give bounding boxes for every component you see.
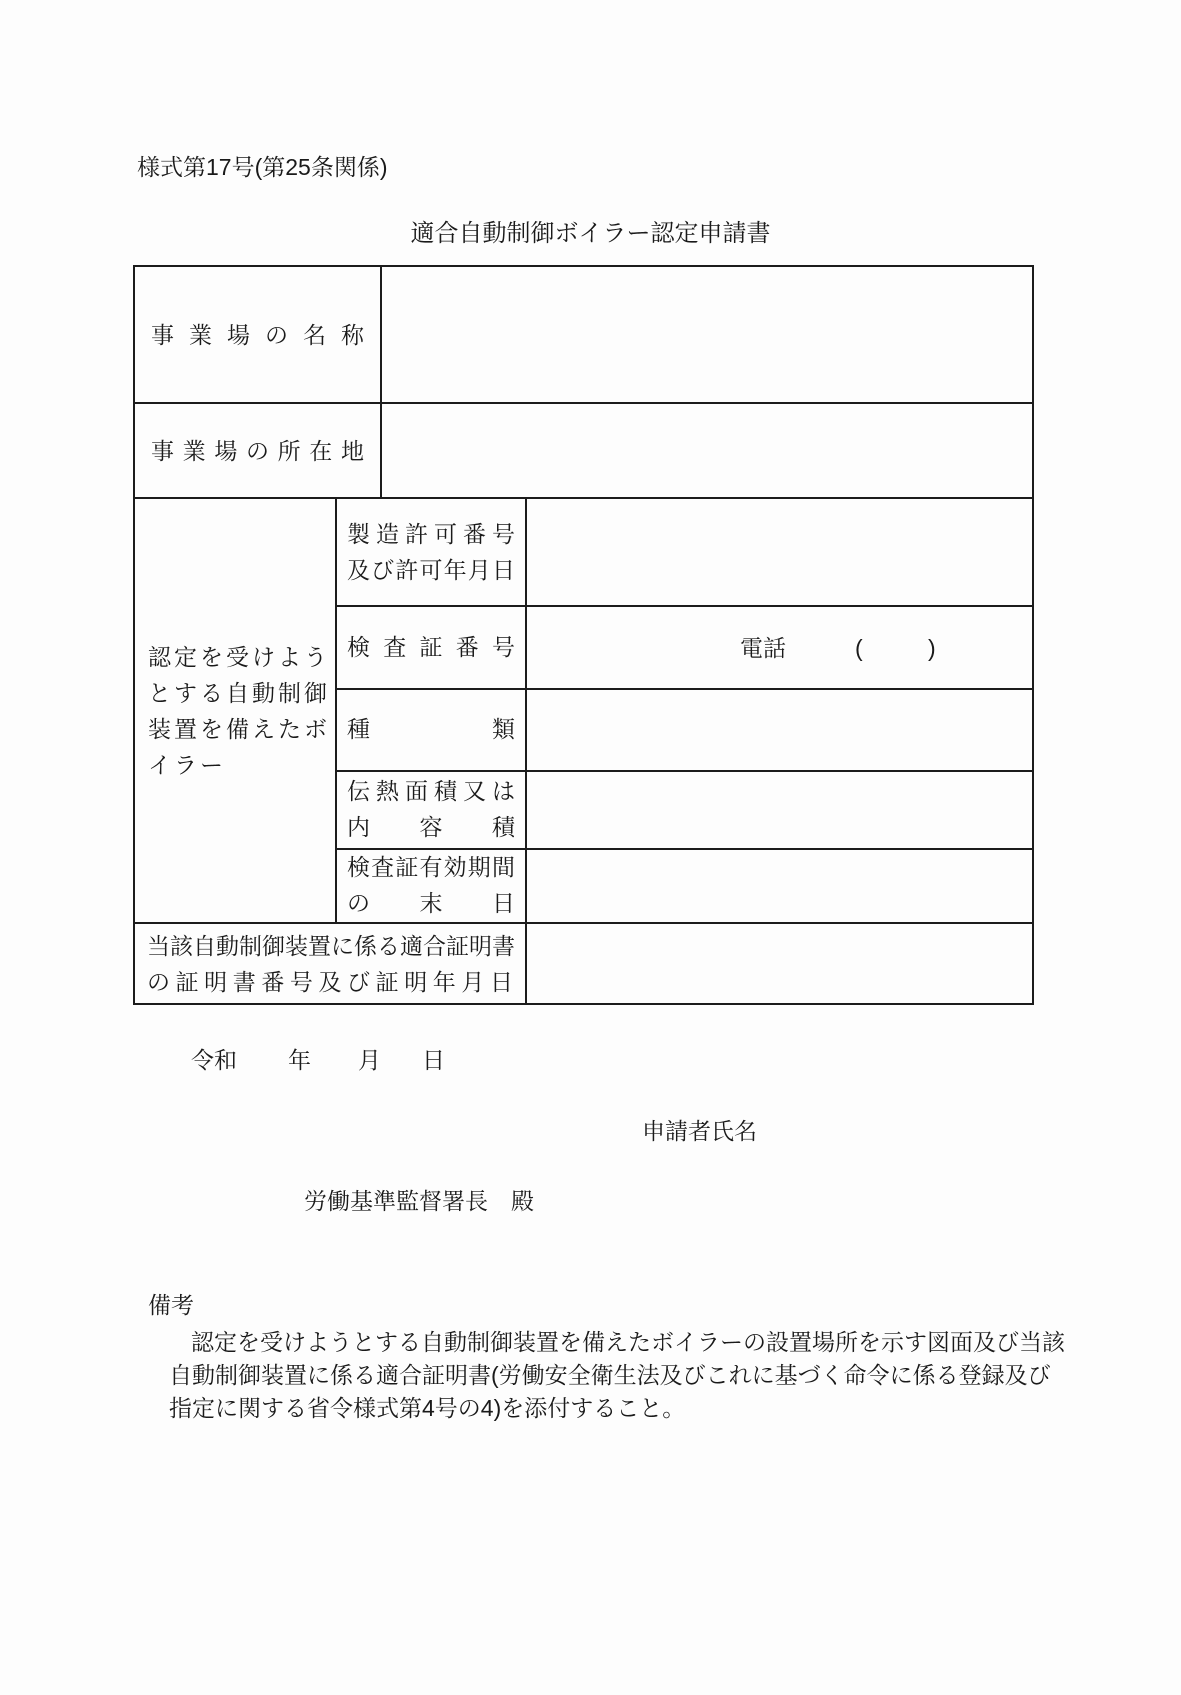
- validity-value-cell: [527, 850, 1032, 922]
- applicant-name-label: 申請者氏名: [642, 1118, 757, 1144]
- conformity-cert-label-cell: [135, 924, 525, 1003]
- heating-surface-label-cell: [337, 770, 525, 848]
- application-table: [133, 265, 1034, 1005]
- inspection-cert-value-cell: [527, 607, 1032, 688]
- phone-paren-close: ): [928, 635, 936, 661]
- validity-label-line: の 末 日: [347, 890, 515, 916]
- remarks-line: 自動制御装置に係る適合証明書(労働安全衛生法及びこれに基づく命令に係る登録及び: [169, 1362, 1051, 1388]
- remarks-label: 備考: [148, 1292, 194, 1318]
- inspection-cert-label-cell: [337, 605, 525, 688]
- inspection-cert-label: 検 査 証 番 号: [347, 633, 515, 660]
- manufacture-permit-value-cell: [527, 499, 1032, 605]
- conformity-cert-label-line: 当 該 自 動 制 御 装 置 に 係 る 適 合 証 明 書: [147, 932, 515, 959]
- boiler-label-line: イラー: [148, 751, 226, 778]
- business-address-label-cell: [135, 404, 380, 497]
- heating-surface-value-cell: [527, 772, 1032, 848]
- manufacture-permit-label-cell: [337, 499, 525, 605]
- month-label: 月: [358, 1047, 381, 1073]
- conformity-cert-value-cell: [527, 924, 1032, 1003]
- day-label: 日: [422, 1047, 445, 1073]
- kind-label: 種 類: [347, 716, 515, 742]
- business-address-label: 事 業 場 の 所 在 地: [151, 437, 364, 464]
- business-name-label: 事 業 場 の 名 称: [151, 321, 364, 348]
- remarks-line: 指定に関する省令様式第4号の4)を添付すること。: [169, 1395, 686, 1421]
- business-address-value-cell: [382, 404, 1032, 497]
- manufacture-permit-label-line: 製 造 許 可 番 号: [347, 521, 515, 547]
- phone-paren-open: (: [855, 635, 863, 661]
- boiler-label-line: 認定を受けよう: [148, 643, 330, 670]
- heating-surface-label-line: 伝 熱 面 積 又 は: [347, 778, 515, 804]
- heating-surface-label-line: 内 容 積: [347, 814, 515, 840]
- remarks-line: 認定を受けようとする自動制御装置を備えたボイラーの設置場所を示す図面及び当該: [191, 1329, 1065, 1355]
- kind-value-cell: [527, 690, 1032, 770]
- phone-label: 電話: [740, 635, 786, 661]
- boiler-label-line: 装置を備えたボ: [148, 715, 330, 742]
- business-name-value-cell: [382, 267, 1032, 402]
- validity-label-cell: [337, 848, 525, 922]
- addressee-line: 労働基準監督署長 殿: [304, 1188, 534, 1214]
- boiler-label-line: とする自動制御: [148, 679, 330, 706]
- conformity-cert-label-line: の 証 明 書 番 号 及 び 証 明 年 月 日: [147, 968, 513, 995]
- boiler-section-label-cell: [135, 499, 335, 922]
- date-line: [191, 1046, 451, 1074]
- remarks-paragraph: [169, 1326, 1065, 1425]
- page-title: 適合自動制御ボイラー認定申請書: [410, 220, 771, 247]
- form-number: 様式第17号(第25条関係): [137, 154, 388, 180]
- era-label: 令和: [191, 1047, 237, 1073]
- validity-label-line: 検 査 証 有 効 期 間: [347, 854, 515, 880]
- year-label: 年: [288, 1047, 311, 1073]
- manufacture-permit-label-line: 及 び 許 可 年 月 日: [347, 557, 515, 583]
- kind-label-cell: [337, 688, 525, 770]
- business-name-label-cell: [135, 267, 380, 402]
